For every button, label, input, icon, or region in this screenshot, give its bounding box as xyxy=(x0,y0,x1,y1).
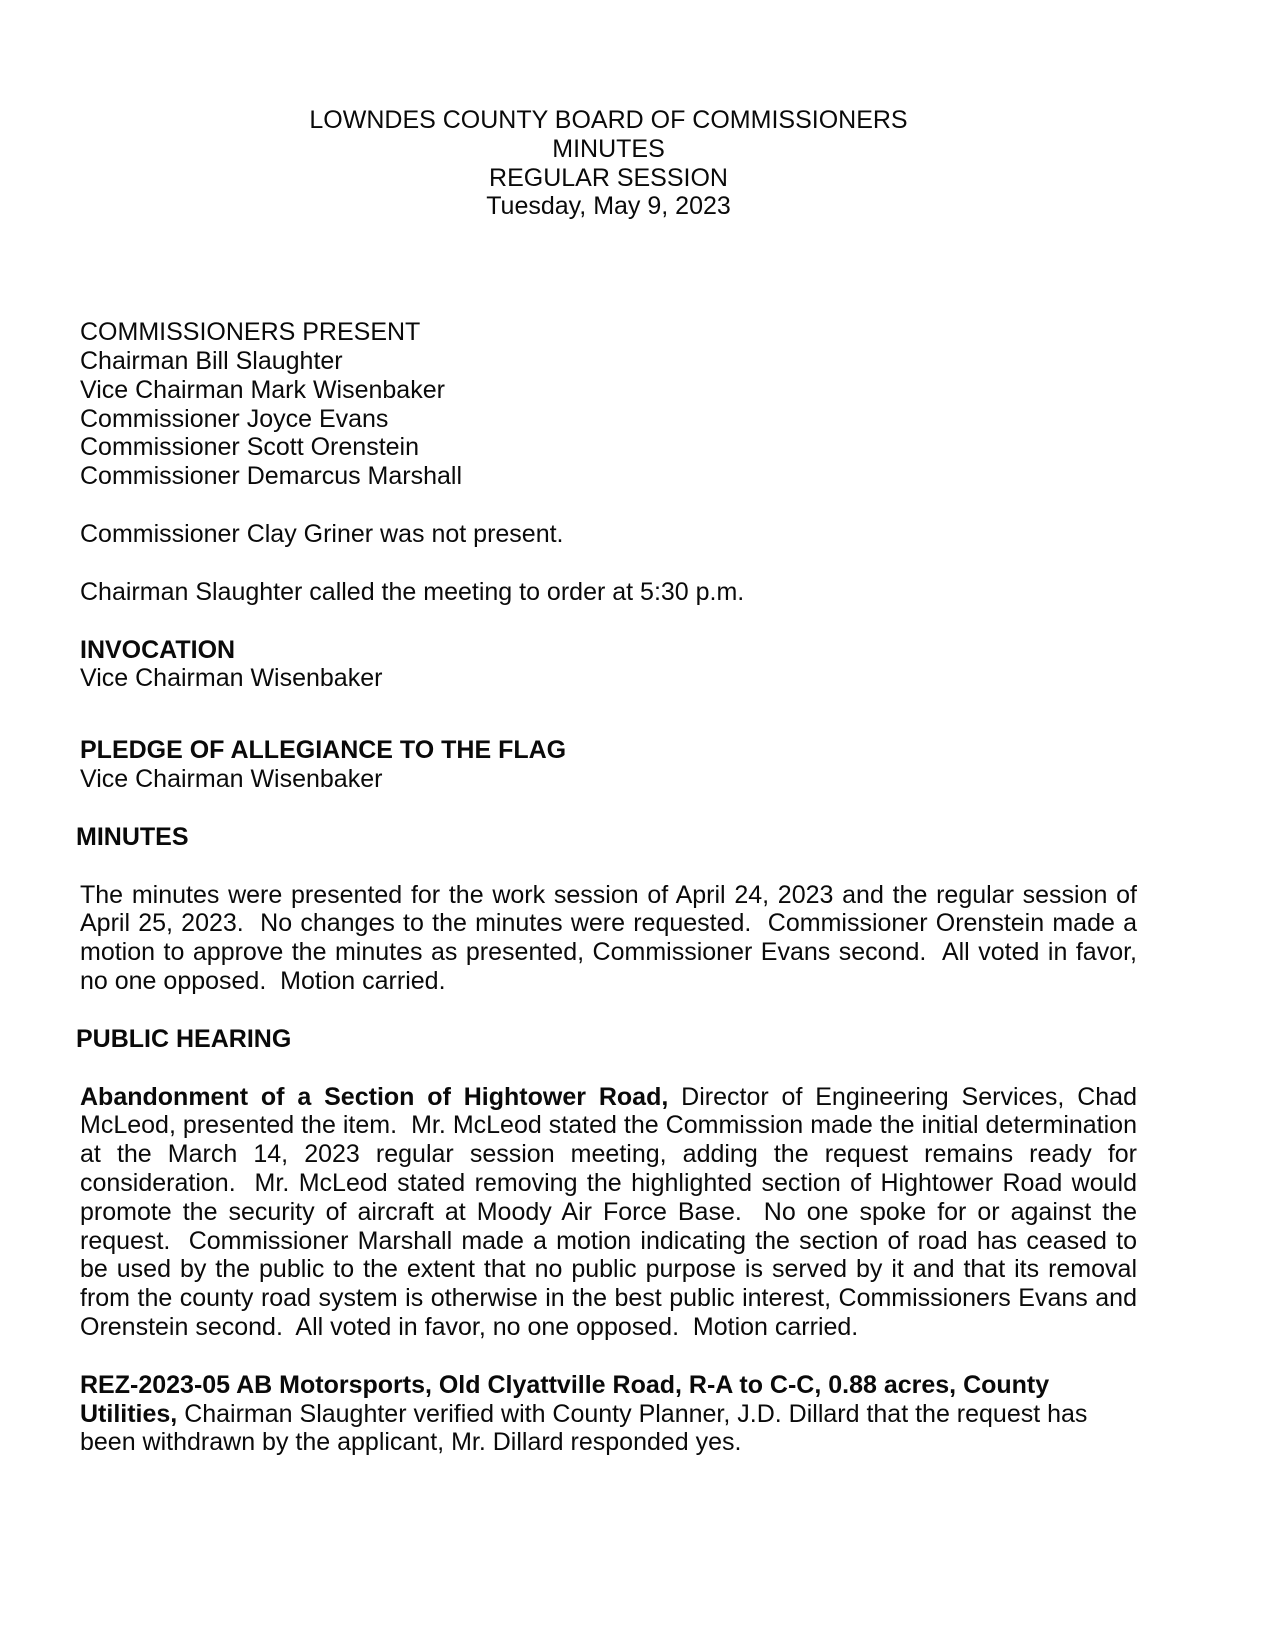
minutes-heading: MINUTES xyxy=(76,822,189,851)
hearing-item-rez xyxy=(80,1371,1137,1457)
commissioner-name: Vice Chairman Mark Wisenbaker xyxy=(80,375,445,404)
hearing-item-abandonment xyxy=(80,1082,1144,1342)
header-date-line: Tuesday, May 9, 2023 xyxy=(486,192,731,221)
call-to-order-note: Chairman Slaughter called the meeting to order at 5:30 p.m. xyxy=(80,577,745,606)
hearing-item-title: REZ-2023-05 AB Motorsports, Old Clyattville Road, R-A to C-C, 0.88 acres, County Utilities, xyxy=(80,1370,1057,1428)
minutes-section xyxy=(76,822,1144,996)
header-session-line: REGULAR SESSION xyxy=(489,163,728,192)
commissioner-name: Commissioner Scott Orenstein xyxy=(80,433,420,462)
pledge-by: Vice Chairman Wisenbaker xyxy=(80,764,383,793)
header-doc-type-line: MINUTES xyxy=(552,134,665,163)
hearing-item-body: Chairman Slaughter verified with County Planner, J.D. Dillard that the request has been withdrawn by the applicant, Mr. Dillard responded yes. xyxy=(80,1399,1095,1457)
public-hearing-section xyxy=(76,1024,1144,1457)
commissioner-name: Commissioner Demarcus Marshall xyxy=(80,462,463,491)
pledge-heading: PLEDGE OF ALLEGIANCE TO THE FLAG xyxy=(80,736,567,765)
public-hearing-heading: PUBLIC HEARING xyxy=(76,1024,292,1053)
commissioners-present-block xyxy=(80,318,1137,491)
pledge-section xyxy=(80,736,1137,794)
minutes-paragraph: The minutes were presented for the work session of April 24, 2023 and the regular session of April 25, 2023. No changes to the minutes were requested. Commissioner Orenstein made a motion to approve the minutes as presented, Commissioner Evans second. All voted in favor, no one opposed. Motion carried. xyxy=(80,880,1144,995)
hearing-item-title: Abandonment of a Section of Hightower Road, xyxy=(80,1082,669,1111)
commissioner-name: Chairman Bill Slaughter xyxy=(80,346,343,375)
invocation-heading: INVOCATION xyxy=(80,635,236,664)
commissioner-name: Commissioner Joyce Evans xyxy=(80,404,389,433)
absent-note: Commissioner Clay Griner was not present. xyxy=(80,519,564,548)
hearing-item-body: Director of Engineering Services, Chad McLeod, presented the item. Mr. McLeod stated the Commission made the initial determination at the March 14, 2023 regular session meeting, adding the request remains ready for consideration. Mr. McLeod stated removing the highlighted section of Hightower Road would promote the security of aircraft at Moody Air Force Base. No one spoke for or against the request. Commissioner Marshall made a motion indicating the section of road has ceased to be used by the public to the extent that no public purpose is served by it and that its removal from the county road system is otherwise in the best public interest, Commissioners Evans and Orenstein second. All voted in favor, no one opposed. Motion carried. xyxy=(80,1082,1144,1341)
invocation-by: Vice Chairman Wisenbaker xyxy=(80,664,383,693)
document-header xyxy=(80,106,1137,221)
commissioners-present-heading: COMMISSIONERS PRESENT xyxy=(80,318,421,347)
invocation-section xyxy=(80,636,1137,694)
header-org-line: LOWNDES COUNTY BOARD OF COMMISSIONERS xyxy=(309,106,908,134)
